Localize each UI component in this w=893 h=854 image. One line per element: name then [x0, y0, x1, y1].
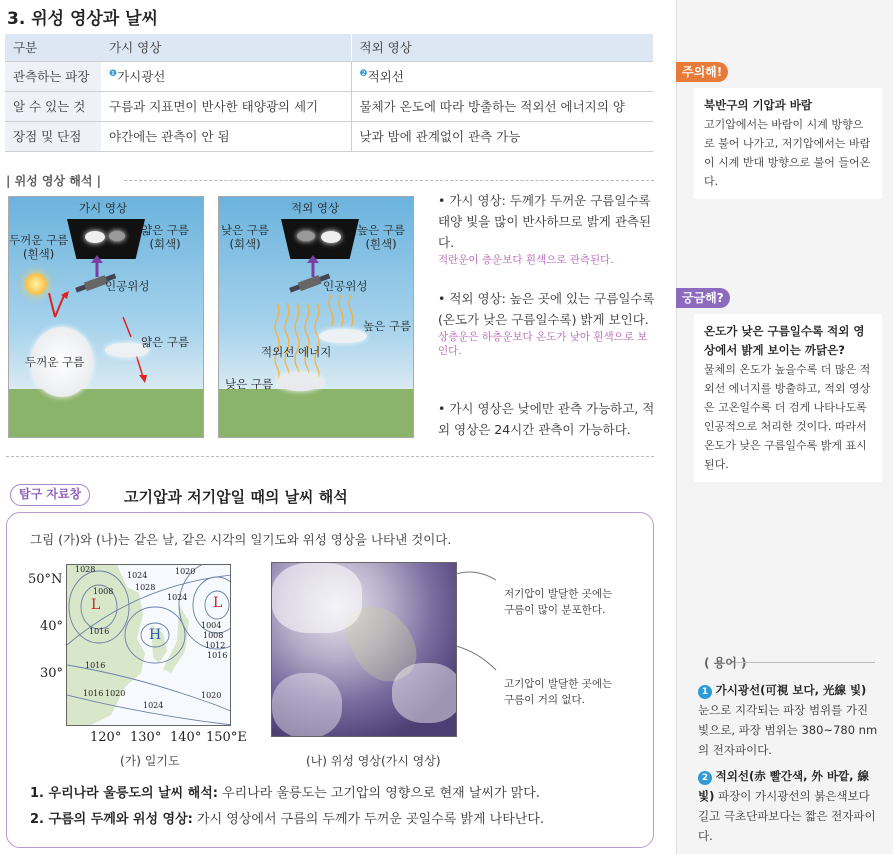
row-label: 알 수 있는 것 [5, 91, 101, 121]
satellite-label: 인공위성 [323, 279, 368, 293]
cell-visible: 구름과 지표면이 반사한 태양광의 세기 [101, 91, 351, 121]
term-item [698, 766, 878, 846]
table-row [5, 61, 653, 91]
high-cloud-label-2: 높은 구름 [363, 319, 412, 333]
cell-infrared: 물체가 온도에 따라 방출하는 적외선 에너지의 양 [351, 91, 653, 121]
term-head: 가시광선(可視 보다, 光線 빛) [715, 683, 867, 697]
low-cloud [277, 373, 323, 391]
bullet-text: • 가시 영상: 두께가 두꺼운 구름일수록 태양 빛을 많이 반사하므로 밝게 관측된다. [438, 193, 652, 250]
term-ref-2: ❷ [359, 68, 368, 79]
panel-title: 적외 영상 [291, 201, 340, 215]
term-body: 눈으로 지각되는 파장 범위를 가진 빛으로, 파장 범위는 380~780 nm의 전자파이다. [698, 703, 878, 757]
isobar-label: 1020 [175, 567, 196, 576]
row-label: 관측하는 파장 [5, 61, 101, 91]
result-head: 2. 구름의 두께와 위성 영상: [30, 812, 193, 827]
result-body: 우리나라 울릉도는 고기압의 영향으로 현재 날씨가 맑다. [222, 786, 540, 801]
panel-title: 가시 영상 [79, 201, 128, 215]
weather-map [66, 564, 231, 726]
sat-caption: (나) 위성 영상(가시 영상) [306, 754, 441, 768]
terms-head-text: 용어 [713, 656, 737, 670]
lon-label: 120° [90, 730, 122, 745]
isobar-label: 1020 [105, 689, 126, 698]
isobar-label: 1008 [93, 587, 114, 596]
satellite-label: 인공위성 [105, 279, 150, 293]
result-body: 가시 영상에서 구름의 두께가 두꺼운 곳일수록 밝게 나타난다. [197, 812, 545, 827]
caution-tag: 주의해! [676, 62, 728, 82]
exploration-intro: 그림 (가)와 (나)는 같은 날, 같은 시각의 일기도와 위성 영상을 나타낸 것이다. [30, 532, 452, 547]
interp-heading: | 위성 영상 해석 | [6, 174, 102, 188]
visible-image-illustration [8, 196, 204, 438]
cell-text: 적외선 [367, 69, 404, 84]
low-pressure-mark: L [213, 595, 223, 611]
isobar-label: 1024 [167, 593, 188, 602]
divider [6, 456, 654, 457]
isobar-label: 1028 [135, 583, 156, 592]
result-2 [30, 808, 544, 827]
divider [735, 662, 875, 663]
divider [124, 180, 654, 181]
cell-visible [101, 61, 351, 91]
satellite-image [271, 562, 457, 737]
exploration-badge: 탐구 자료창 [10, 484, 90, 506]
header-category: 구분 [5, 34, 101, 61]
isobar-label: 1016 [83, 689, 104, 698]
annotation-arrows [456, 566, 500, 686]
caution-body: 고기압에서는 바람이 시계 방향으로 불어 나가고, 저기압에서는 바람이 시계 반대 방향으로 불어 들어온다. [704, 118, 871, 188]
lon-label: 130° [130, 730, 162, 745]
low-pressure-mark: L [91, 597, 101, 613]
caution-title: 북반구의 기압과 바람 [704, 98, 812, 112]
header-visible: 가시 영상 [101, 34, 351, 61]
thin-cloud-label-2: 얇은 구름 [141, 335, 190, 349]
header-infrared: 적외 영상 [351, 34, 653, 61]
infrared-image-illustration [218, 196, 414, 438]
result-head: 1. 우리나라 울릉도의 날씨 해석: [30, 786, 218, 801]
cell-infrared: 낮과 밤에 관계없이 관측 가능 [351, 121, 653, 151]
visible-arrows [9, 197, 204, 438]
isobar-label: 1008 [203, 631, 224, 640]
curious-tag: 궁금해? [676, 288, 730, 308]
lat-label: 50°N [28, 572, 63, 587]
high-cloud [319, 329, 367, 343]
isobar-label: 1012 [205, 641, 226, 650]
isobar-label: 1024 [127, 571, 148, 580]
thin-cloud-label: 얇은 구름 (회색) [141, 223, 190, 251]
high-cloud-label: 높은 구름 (흰색) [357, 223, 406, 251]
curious-card [694, 314, 882, 482]
bullet-visible [438, 190, 656, 267]
isobar-label: 1016 [207, 651, 228, 660]
lat-label: 40° [40, 619, 64, 634]
cell-text: 가시광선 [117, 69, 166, 84]
curious-title: 온도가 낮은 구름일수록 적외 영상에서 밝게 보이는 까닭은? [704, 324, 865, 357]
low-cloud-label: 낮은 구름 (회색) [221, 223, 270, 251]
cell-infrared [351, 61, 653, 91]
bullet-text: • 적외 영상: 높은 곳에 있는 구름일수록(온도가 낮은 구름일수록) 밝게 보인다. [438, 291, 655, 327]
isobar-label: 1004 [201, 621, 222, 630]
isobar-label: 1016 [89, 627, 110, 636]
result-1 [30, 782, 540, 801]
table-row [5, 121, 653, 151]
ir-energy-label: 적외선 에너지 [261, 345, 332, 359]
term-number: 2 [698, 771, 712, 785]
lat-label: 30° [40, 666, 64, 681]
isobar-label: 1020 [201, 691, 222, 700]
high-pressure-note: 고기압이 발달한 곳에는 구름이 거의 없다. [504, 678, 613, 706]
interp-title: 위성 영상 해석 [14, 174, 93, 188]
map-caption: (가) 일기도 [120, 754, 180, 768]
high-pressure-mark: H [149, 627, 162, 643]
low-cloud-label-2: 낮은 구름 [225, 377, 274, 391]
isobar-label: 1024 [143, 701, 164, 710]
term-item [698, 680, 878, 760]
bullet-text: • 가시 영상은 낮에만 관측 가능하고, 적외 영상은 24시간 관측이 가능하다. [438, 401, 655, 437]
term-body: 파장이 가시광선의 붉은색보다 길고 극초단파보다는 짧은 전자파이다. [698, 789, 876, 843]
thick-cloud-label: 두꺼운 구름 (흰색) [9, 233, 69, 261]
row-label: 장점 및 단점 [5, 121, 101, 151]
isobar-label: 1028 [75, 565, 96, 574]
thick-cloud-label-2: 두꺼운 구름 [25, 355, 85, 369]
low-pressure-note: 저기압이 발달한 곳에는 구름이 많이 분포한다. [504, 588, 613, 616]
comparison-table [5, 34, 653, 152]
terms-heading: ( 용어 ) [704, 656, 747, 670]
term-ref-1: ❶ [109, 68, 118, 79]
infrared-arrows [219, 197, 414, 438]
lon-label: 150°E [206, 730, 247, 745]
cell-visible: 야간에는 관측이 안 됨 [101, 121, 351, 151]
term-head: 적외선(赤 빨간색, 外 바깥, 線 빛) [698, 769, 870, 803]
table-row [5, 91, 653, 121]
bullet-infrared [438, 288, 656, 358]
bullet-note: 상층운은 하층운보다 온도가 낮아 흰색으로 보인다. [438, 331, 648, 357]
curious-body: 물체의 온도가 높을수록 더 많은 적외선 에너지를 방출하고, 적외 영상은 고온일수록 더 검게 나타나도록 인공적으로 처리한 것이다. 따라서 온도가 낮은 구름일수록 밝게 표시된다. [704, 363, 871, 471]
caution-card [694, 88, 882, 199]
bullet-note: 적란운이 층운보다 흰색으로 관측된다. [438, 254, 614, 266]
term-number: 1 [698, 685, 712, 699]
section-title: 3. 위성 영상과 날씨 [7, 9, 158, 29]
exploration-title: 고기압과 저기압일 때의 날씨 해석 [124, 488, 348, 506]
isobar-label: 1016 [85, 661, 106, 670]
bullet-compare [438, 398, 656, 440]
lon-label: 140° [170, 730, 202, 745]
